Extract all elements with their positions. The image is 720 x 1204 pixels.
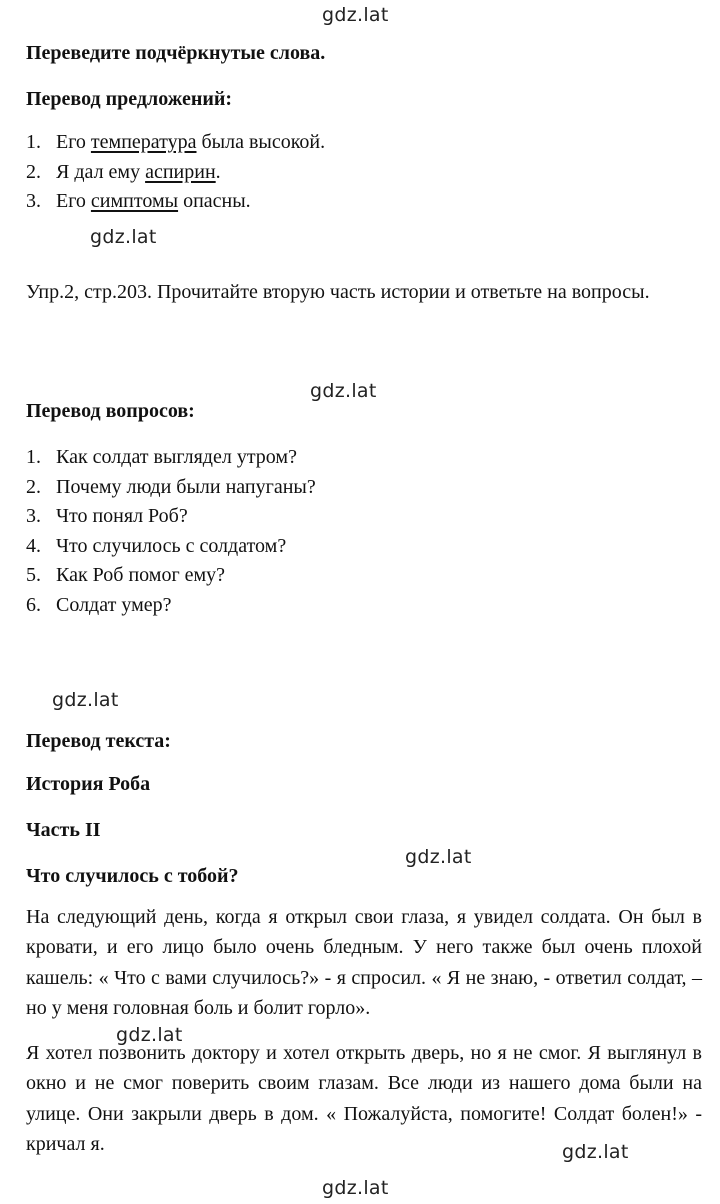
- exercise-title: Упр.2, стр.203. Прочитайте вторую часть истории и ответьте на вопросы.: [26, 281, 650, 303]
- watermark: gdz.lat: [322, 1177, 389, 1199]
- underlined-word: температура: [90, 131, 197, 153]
- list-item: [26, 502, 316, 532]
- item-text: Его: [56, 190, 91, 212]
- sentence-list: [26, 128, 325, 217]
- watermark: gdz.lat: [90, 226, 157, 248]
- item-number: 3.: [26, 505, 41, 527]
- task-heading: Переведите подчёркнутые слова.: [26, 42, 326, 64]
- item-number: 2.: [26, 475, 41, 498]
- item-number: 4.: [26, 534, 41, 557]
- watermark: gdz.lat: [405, 846, 472, 868]
- item-text: Я дал ему: [56, 160, 146, 183]
- questions-heading: Перевод вопросов:: [26, 400, 195, 422]
- item-text: Что случилось с солдатом?: [56, 534, 287, 557]
- item-text: Как солдат выглядел утром?: [56, 446, 297, 468]
- watermark: gdz.lat: [562, 1141, 629, 1163]
- item-number: 1.: [26, 131, 41, 153]
- story-title: История Роба: [26, 773, 151, 795]
- list-item: [26, 128, 325, 158]
- story-paragraph: На следующий день, когда я открыл свои глаза, я увидел солдата. Он был в кровати, и его лицо было очень бледным. У него также был очень плохой кашель: « Что с вами случилось?» - я спросил. « Я не знаю, - ответил солдат, – но у меня головная боль и болит горло».: [26, 906, 702, 1019]
- list-item: [26, 561, 316, 591]
- item-text: опасны.: [178, 190, 251, 212]
- question-list: [26, 443, 316, 620]
- item-text: Что понял Роб?: [56, 505, 188, 527]
- watermark: gdz.lat: [116, 1024, 183, 1046]
- watermark: gdz.lat: [322, 4, 389, 26]
- sentences-heading: Перевод предложений:: [26, 88, 233, 110]
- watermark: gdz.lat: [52, 689, 119, 711]
- list-item: [26, 532, 316, 562]
- chapter-title: Что случилось с тобой?: [26, 865, 239, 887]
- part-title: Часть II: [26, 819, 101, 841]
- watermark: gdz.lat: [310, 380, 377, 402]
- underlined-word: аспирин: [145, 160, 216, 183]
- list-item: [26, 591, 316, 621]
- item-number: 6.: [26, 593, 41, 616]
- item-number: 2.: [26, 160, 41, 183]
- text-translation-heading: Перевод текста:: [26, 730, 171, 752]
- list-item: [26, 443, 316, 473]
- item-text: Солдат умер?: [56, 593, 172, 616]
- item-text: Его: [56, 131, 91, 153]
- item-text: Почему люди были напуганы?: [56, 475, 316, 498]
- item-number: 3.: [26, 190, 41, 212]
- list-item: [26, 473, 316, 503]
- item-number: 1.: [26, 446, 41, 468]
- underlined-word: симптомы: [90, 190, 179, 212]
- list-item: [26, 158, 325, 188]
- item-text: Как Роб помог ему?: [56, 564, 226, 586]
- item-number: 5.: [26, 564, 41, 586]
- list-item: [26, 187, 325, 217]
- item-text: была высокой.: [196, 131, 326, 153]
- item-text: .: [215, 160, 221, 183]
- story-paragraph: Я хотел позвонить доктору и хотел открыть дверь, но я не смог. Я выглянул в окно и не смог поверить своим глазам. Все люди из нашего дома были на улице. Они закрыли дверь в дом. « Пожалуйста, помогите! Солдат болен!» - кричал я.: [26, 1042, 702, 1155]
